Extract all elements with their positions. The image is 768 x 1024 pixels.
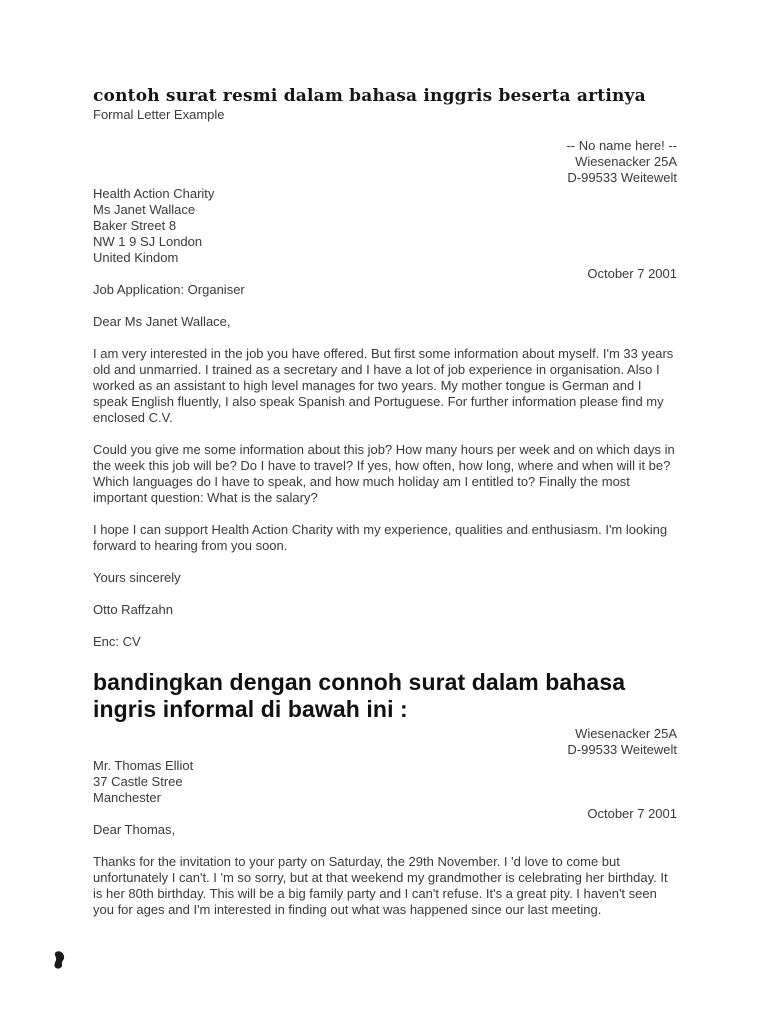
recipient-line: Baker Street 8 xyxy=(93,218,177,233)
informal-section-heading: bandingkan dengan connoh surat dalam bahasa ingris informal di bawah ini : xyxy=(93,669,626,722)
ink-smudge-mark xyxy=(52,950,68,970)
formal-closing: Yours sincerely xyxy=(93,570,181,585)
informal-letter-date: October 7 2001 xyxy=(587,806,677,821)
formal-paragraph: I hope I can support Health Action Charity with my experience, qualities and enthusiasm. I'm looking forward to hearing from you soon. xyxy=(93,522,668,553)
recipient-line: United Kindom xyxy=(93,250,179,265)
formal-recipient-address xyxy=(93,186,677,266)
recipient-line: 37 Castle Stree xyxy=(93,774,183,789)
formal-signature: Otto Raffzahn xyxy=(93,602,173,617)
formal-paragraph: Could you give me some information about this job? How many hours per week and on which days in the week this job will be? Do I have to travel? If yes, how often, how long, where and when will it be? Which languages do I have to speak, and how much holiday am I entitled to? Finally the most important question: What is the salary? xyxy=(93,442,675,505)
informal-salutation: Dear Thomas, xyxy=(93,822,176,837)
formal-enclosure: Enc: CV xyxy=(93,634,141,649)
sender-line: Wiesenacker 25A xyxy=(575,154,677,169)
formal-salutation: Dear Ms Janet Wallace, xyxy=(93,314,231,329)
page-subtitle: Formal Letter Example xyxy=(93,107,225,122)
recipient-line: Manchester xyxy=(93,790,161,805)
sender-line: Wiesenacker 25A xyxy=(575,726,677,741)
informal-recipient-address xyxy=(93,758,677,806)
informal-paragraph: Thanks for the invitation to your party on Saturday, the 29th November. I 'd love to come but unfortunately I can't. I 'm so sorry, but at that weekend my grandmother is celebrating her birthday. It is her 80th birthday. This will be a big family party and I can't refuse. It's a great pity. I haven't seen you for ages and I'm interested in finding out what was happened since our last meeting. xyxy=(93,854,668,917)
sender-line: D-99533 Weitewelt xyxy=(567,170,677,185)
formal-sender-address xyxy=(93,138,677,186)
sender-line: D-99533 Weitewelt xyxy=(567,742,677,757)
recipient-line: NW 1 9 SJ London xyxy=(93,234,203,249)
sender-line: -- No name here! -- xyxy=(566,138,677,153)
formal-paragraph: I am very interested in the job you have offered. But first some information about myself. I'm 33 years old and unmarried. I trained as a secretary and I have a lot of job experience in organisation. Also I worked as an assistant to high level manages for two years. My mother tongue is German and I speak English fluently, I also speak Spanish and Portuguese. For further information please find my enclosed C.V. xyxy=(93,346,674,425)
page-title: contoh surat resmi dalam bahasa inggris beserta artinya xyxy=(93,86,646,106)
recipient-line: Health Action Charity xyxy=(93,186,215,201)
recipient-line: Ms Janet Wallace xyxy=(93,202,196,217)
formal-letter-subject: Job Application: Organiser xyxy=(93,282,245,297)
informal-sender-address xyxy=(93,726,677,758)
recipient-line: Mr. Thomas Elliot xyxy=(93,758,194,773)
formal-letter-date: October 7 2001 xyxy=(587,266,677,281)
